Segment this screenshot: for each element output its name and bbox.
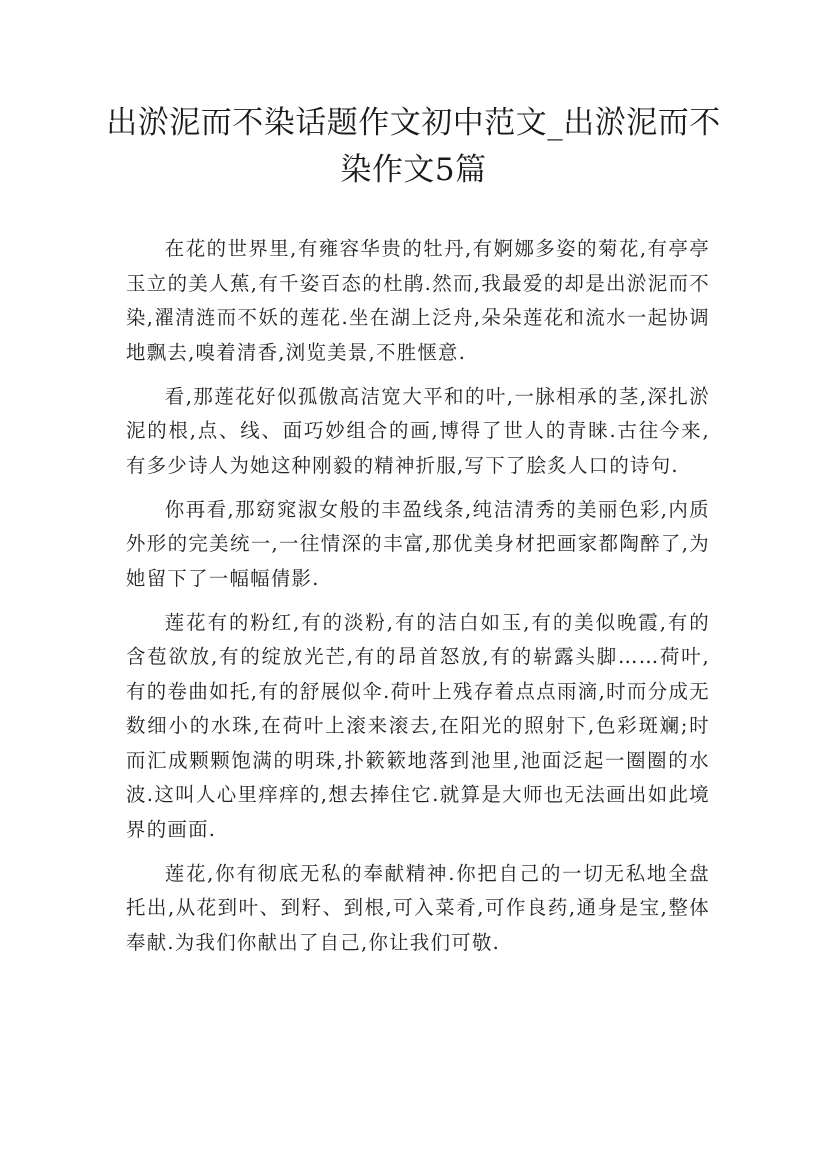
document-title: 出淤泥而不染话题作文初中范文_出淤泥而不染作文5篇 [106,105,721,188]
paragraph-5: 莲花,你有彻底无私的奉献精神.你把自己的一切无私地全盘托出,从花到叶、到籽、到根,可入菜肴,可作良药,通身是宝,整体奉献.为我们你献出了自己,你让我们可敬. [126,861,710,954]
paragraph-1: 在花的世界里,有雍容华贵的牡丹,有婀娜多姿的菊花,有亭亭玉立的美人蕉,有千姿百态的杜鹃.然而,我最爱的却是出淤泥而不染,濯清涟而不妖的莲花.坐在湖上泛舟,朵朵莲花和流水一起协调地飘去,嗅着清香,浏览美景,不胜惬意. [126,237,710,364]
paragraph-3: 你再看,那窈窕淑女般的丰盈线条,纯洁清秀的美丽色彩,内质外形的完美统一,一往情深的丰富,那优美身材把画家都陶醉了,为她留下了一幅幅倩影. [126,497,710,590]
document-body [126,232,710,970]
paragraph-4: 莲花有的粉红,有的淡粉,有的洁白如玉,有的美似晚霞,有的含苞欲放,有的绽放光芒,有的昂首怒放,有的崭露头脚……荷叶,有的卷曲如托,有的舒展似伞.荷叶上残存着点点雨滴,时而分成无数细小的水珠,在荷叶上滚来滚去,在阳光的照射下,色彩斑斓;时而汇成颗颗饱满的明珠,扑簌簌地落到池里,池面泛起一圈圈的水波.这叫人心里痒痒的,想去捧住它.就算是大师也无法画出如此境界的画面. [126,610,710,841]
paragraph-2: 看,那莲花好似孤傲高洁宽大平和的叶,一脉相承的茎,深扎淤泥的根,点、线、面巧妙组合的画,博得了世人的青睐.古往今来,有多少诗人为她这种刚毅的精神折服,写下了脍炙人口的诗句. [126,384,710,477]
